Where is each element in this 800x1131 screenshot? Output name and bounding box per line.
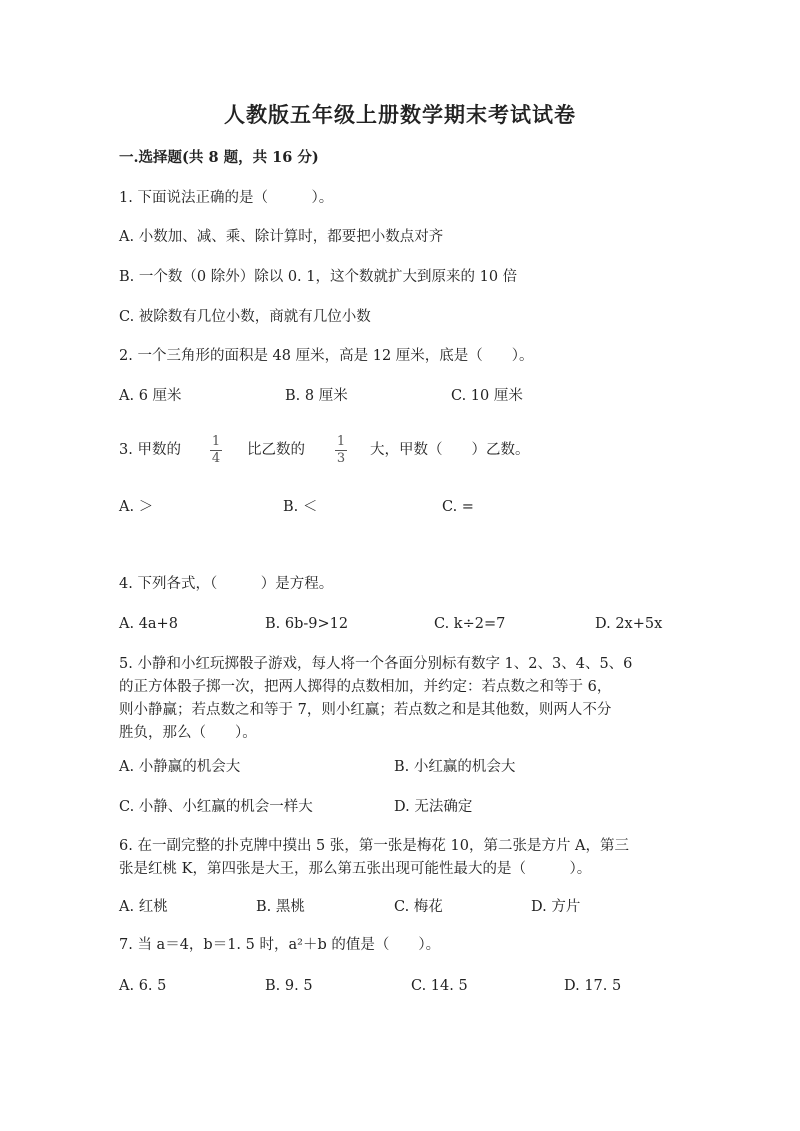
q2-stem: 2. 一个三角形的面积是 48 厘米，高是 12 厘米，底是（ ）。 bbox=[119, 348, 534, 364]
q6-option-b: B. 黑桃 bbox=[256, 899, 305, 915]
fraction-denominator: 3 bbox=[336, 451, 346, 466]
q7-option-b: B. 9. 5 bbox=[265, 978, 313, 994]
page-title: 人教版五年级上册数学期末考试试卷 bbox=[224, 102, 576, 127]
q6-option-c: C. 梅花 bbox=[394, 899, 443, 915]
q1-stem: 1. 下面说法正确的是（ ）。 bbox=[119, 190, 334, 206]
q2-option-b: B. 8 厘米 bbox=[285, 388, 348, 404]
q5-option-d: D. 无法确定 bbox=[394, 799, 473, 815]
q5-option-c: C. 小静、小红赢的机会一样大 bbox=[119, 799, 313, 815]
q1-option-b: B. 一个数（0 除外）除以 0. 1，这个数就扩大到原来的 10 倍 bbox=[119, 269, 518, 285]
fraction-denominator: 4 bbox=[211, 451, 221, 466]
q5-stem-line3: 则小静赢；若点数之和等于 7，则小红赢；若点数之和是其他数，则两人不分 bbox=[119, 702, 612, 718]
q6-option-d: D. 方片 bbox=[531, 899, 581, 915]
q3-fraction-2 bbox=[334, 435, 348, 466]
q2-option-a: A. 6 厘米 bbox=[119, 388, 182, 404]
q4-option-c: C. k÷2=7 bbox=[434, 616, 506, 632]
q5-stem-line1: 5. 小静和小红玩掷骰子游戏，每人将一个各面分别标有数字 1、2、3、4、5、6 bbox=[119, 656, 633, 672]
q1-option-c: C. 被除数有几位小数，商就有几位小数 bbox=[119, 309, 371, 325]
q4-option-a: A. 4a+8 bbox=[119, 616, 178, 632]
q6-option-a: A. 红桃 bbox=[119, 899, 168, 915]
q3-option-b: B. ＜ bbox=[283, 499, 318, 515]
q7-option-d: D. 17. 5 bbox=[564, 978, 622, 994]
q7-stem: 7. 当 a＝4，b＝1. 5 时，a²＋b 的值是（ ）。 bbox=[119, 937, 441, 953]
q7-option-a: A. 6. 5 bbox=[119, 978, 167, 994]
q3-fraction-1 bbox=[209, 435, 223, 466]
q4-option-b: B. 6b-9>12 bbox=[265, 616, 349, 632]
q7-option-c: C. 14. 5 bbox=[411, 978, 468, 994]
q5-stem-line4: 胜负，那么（ ）。 bbox=[119, 725, 257, 741]
fraction-numerator: 1 bbox=[211, 434, 221, 449]
fraction-numerator: 1 bbox=[336, 434, 346, 449]
q6-stem-line2: 张是红桃 K，第四张是大王，那么第五张出现可能性最大的是（ ）。 bbox=[119, 861, 592, 877]
q5-option-b: B. 小红赢的机会大 bbox=[394, 759, 516, 775]
q1-option-a: A. 小数加、减、乘、除计算时，都要把小数点对齐 bbox=[119, 229, 444, 245]
q3-stem-part1: 3. 甲数的 bbox=[119, 442, 181, 458]
q5-stem-line2: 的正方体骰子掷一次，把两人掷得的点数相加，并约定：若点数之和等于 6， bbox=[119, 679, 612, 695]
q6-stem-line1: 6. 在一副完整的扑克牌中摸出 5 张，第一张是梅花 10，第二张是方片 A，第三 bbox=[119, 838, 630, 854]
q3-option-c: C. = bbox=[442, 499, 474, 515]
q4-option-d: D. 2x+5x bbox=[595, 616, 663, 632]
q4-stem: 4. 下列各式，（ ）是方程。 bbox=[119, 576, 334, 592]
q3-stem-part2: 比乙数的 bbox=[247, 442, 305, 458]
q3-stem-part3: 大，甲数（ ）乙数。 bbox=[370, 442, 530, 458]
q5-option-a: A. 小静赢的机会大 bbox=[119, 759, 241, 775]
q3-option-a: A. ＞ bbox=[119, 499, 154, 515]
q2-option-c: C. 10 厘米 bbox=[451, 388, 523, 404]
section-heading: 一.选择题(共 8 题，共 16 分) bbox=[119, 149, 319, 166]
